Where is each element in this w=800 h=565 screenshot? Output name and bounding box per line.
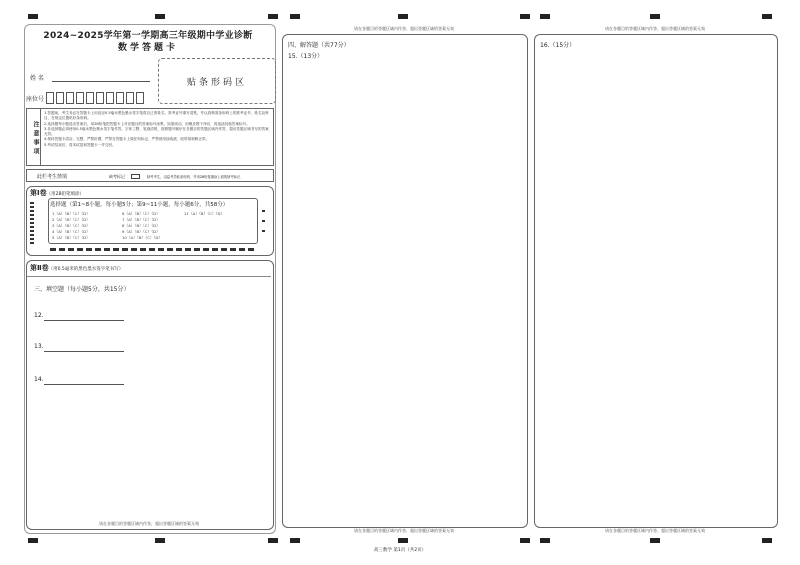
q13-label: 13. — [34, 343, 44, 350]
timing-mark — [650, 538, 660, 543]
timing-mark — [398, 14, 408, 19]
bottom-warning-right: 请在各题目的答题区域内作答，超出答题区域的答案无效 — [605, 528, 705, 533]
bottom-warning-middle: 请在各题目的答题区域内作答，超出答题区域的答案无效 — [354, 528, 454, 533]
mc-title: 选择题（第1~8小题，每小题5分；第9~11小题，每小题6分，共58分） — [50, 202, 229, 208]
side-ticks — [262, 210, 265, 240]
seat-digit-box[interactable] — [126, 92, 134, 104]
q12-label: 12. — [34, 312, 44, 319]
seat-digit-box[interactable] — [86, 92, 94, 104]
timing-mark — [540, 14, 550, 19]
seat-digit-box[interactable] — [56, 92, 64, 104]
timing-mark — [290, 14, 300, 19]
fill-in-divider — [27, 276, 271, 277]
q16-answer-area[interactable] — [534, 34, 778, 528]
part2-box — [26, 260, 274, 530]
mc-row[interactable]: 4（A）（B）（C）（D） — [52, 229, 90, 234]
seat-digit-box[interactable] — [136, 92, 144, 104]
timing-mark — [268, 538, 278, 543]
seat-digit-box[interactable] — [46, 92, 54, 104]
note-line: 4.保持答题卡清洁、完整，严禁折叠，严禁在答题卡上做任何标记，严禁使用涂改液、胶带纸和修正带。 — [44, 137, 210, 142]
timing-mark — [762, 538, 772, 543]
timing-mark — [650, 14, 660, 19]
top-warning-middle: 请在各题目的答题区域内作答，超出答题区域的答案无效 — [354, 26, 454, 31]
page-subtitle: 数学答题卡 — [117, 43, 178, 53]
mc-row[interactable]: 9（A）（B）（C）（D） — [122, 229, 160, 234]
q15-label: 15.（13分） — [288, 53, 324, 60]
note-line: 2.选择题每小题选出答案后，用2B铅笔把答题卡上对应题目的答案标号涂黑，如需改动，用橡皮擦干净后，再选涂其他答案标号。 — [44, 121, 250, 126]
timing-dash-row — [50, 248, 256, 251]
q12-answer-line[interactable] — [44, 320, 124, 321]
seat-digit-box[interactable] — [106, 92, 114, 104]
seat-number-boxes[interactable] — [46, 89, 146, 108]
seat-digit-box[interactable] — [66, 92, 74, 104]
mc-row[interactable]: 1（A）（B）（C）（D） — [52, 211, 90, 216]
mc-row[interactable]: 3（A）（B）（C）（D） — [52, 223, 90, 228]
notes-box — [26, 108, 274, 166]
seat-digit-box[interactable] — [96, 92, 104, 104]
page-title: 2024~2025学年第一学期高三年级期中学业诊断 — [43, 31, 253, 41]
mc-row[interactable]: 6（A）（B）（C）（D） — [122, 211, 160, 216]
seat-digit-box[interactable] — [116, 92, 124, 104]
side-ticks — [30, 202, 34, 246]
note-line: 5.考试结束后，将本试卷和答题卡一并交回。 — [44, 142, 116, 147]
absent-mark-box[interactable] — [131, 174, 140, 179]
timing-mark — [762, 14, 772, 19]
notes-side-label: 注意事项 — [27, 109, 41, 165]
mc-row[interactable]: 10（A）（B）（C）（D） — [122, 235, 163, 240]
part2-note: （用0.5毫米的黑色墨水签字笔书写） — [48, 267, 124, 272]
timing-mark — [28, 14, 38, 19]
barcode-label: 贴条形码区 — [186, 78, 247, 88]
fill-in-title: 三、填空题（每小题5分，共15分） — [34, 286, 130, 293]
timing-mark — [520, 538, 530, 543]
name-label: 姓 名 — [30, 75, 44, 82]
bottom-warning-left: 请在各题目的答题区域内作答，超出答题区域的答案无效 — [99, 521, 199, 526]
mc-row[interactable]: 8（A）（B）（C）（D） — [122, 223, 160, 228]
note-line: 3.非选择题必须使用0.5毫米黑色墨水签字笔作答，字体工整、笔迹清楚，按照题号顺序在各题目的答题区域内作答，超出答题区域书写的答案无效。 — [44, 126, 269, 137]
timing-mark — [268, 14, 278, 19]
timing-mark — [520, 14, 530, 19]
part1-heading — [30, 188, 84, 198]
absent-label: 此栏考生禁填 — [37, 174, 68, 180]
q15-answer-area[interactable] — [282, 34, 528, 528]
absent-section — [26, 169, 274, 182]
part2-heading — [30, 263, 123, 273]
timing-mark — [398, 538, 408, 543]
timing-mark — [290, 538, 300, 543]
name-field[interactable] — [52, 81, 150, 82]
top-warning-right: 请在各题目的答题区域内作答，超出答题区域的答案无效 — [605, 26, 705, 31]
absent-mark-note: 缺考考生，由监考员贴条形码，并用2B铅笔填涂上面的缺考标记 — [147, 174, 241, 179]
mc-row[interactable]: 7（A）（B）（C）（D） — [122, 217, 160, 222]
timing-mark — [155, 538, 165, 543]
q14-label: 14. — [34, 376, 44, 383]
mc-row[interactable]: 2（A）（B）（C）（D） — [52, 217, 90, 222]
part2-heading-text: 第Ⅱ卷 — [30, 264, 49, 272]
barcode-area — [158, 58, 276, 104]
part1-heading-text: 第Ⅰ卷 — [30, 189, 47, 197]
notes-body — [44, 111, 270, 148]
note-line: 1.答题前，考生务必在答题卡上用直径0.5毫米黑色墨水签字笔将自己的姓名、准考证号填写清楚，并认真核准条形码上的准考证号、姓名及科目，在规定位置贴好条形码。 — [44, 111, 269, 121]
absent-mark-label: 缺考标记 — [109, 173, 125, 179]
timing-mark — [155, 14, 165, 19]
q16-label: 16.（15分） — [540, 42, 576, 49]
solve-section-title: 四、解答题（共77分） — [288, 42, 350, 49]
mc-row[interactable]: 11（A）（B）（C）（D） — [184, 211, 225, 216]
part1-note: （用2B铅笔填涂） — [46, 192, 85, 197]
seat-digit-box[interactable] — [76, 92, 84, 104]
timing-mark — [540, 538, 550, 543]
q13-answer-line[interactable] — [44, 351, 124, 352]
q14-answer-line[interactable] — [44, 384, 124, 385]
mc-row[interactable]: 5（A）（B）（C）（D） — [52, 235, 90, 240]
timing-mark — [28, 538, 38, 543]
page-footer: 高三数学 第1页（共2页） — [373, 548, 427, 553]
seat-label: 座位号 — [26, 96, 45, 103]
